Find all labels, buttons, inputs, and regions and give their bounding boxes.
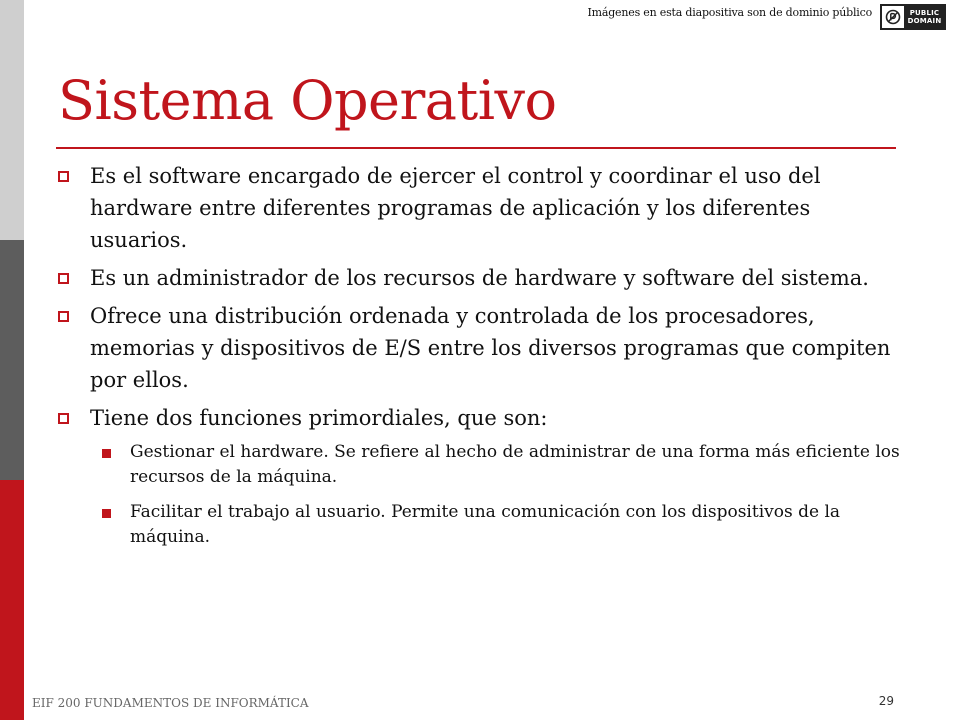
solid-square-bullet-icon bbox=[102, 449, 111, 458]
title-underline bbox=[56, 147, 896, 149]
bullet-text: Es un administrador de los recursos de hardware y software del sistema. bbox=[90, 266, 869, 290]
image-credit: Imágenes en esta diapositiva son de dominio público bbox=[587, 6, 872, 19]
sub-bullet-item bbox=[50, 440, 900, 490]
badge-line-1: PUBLIC bbox=[909, 9, 940, 17]
bullet-text: Es el software encargado de ejercer el control y coordinar el uso del hardware entre diferentes programas de aplicación y los diferentes usuarios. bbox=[90, 164, 821, 252]
bullet-item bbox=[50, 300, 900, 396]
hollow-square-bullet-icon bbox=[58, 413, 69, 424]
page-number: 29 bbox=[878, 694, 894, 708]
slide-content bbox=[50, 160, 900, 560]
badge-line-2: DOMAIN bbox=[907, 17, 942, 25]
public-domain-badge bbox=[880, 4, 946, 30]
sidebar-segment-red bbox=[0, 480, 24, 720]
sidebar-stripe bbox=[0, 0, 24, 720]
bullet-item bbox=[50, 160, 900, 256]
footer-course-name: EIF 200 FUNDAMENTOS DE INFORMÁTICA bbox=[32, 696, 309, 710]
bullet-text: Tiene dos funciones primordiales, que son: bbox=[90, 406, 548, 430]
solid-square-bullet-icon bbox=[102, 509, 111, 518]
sub-bullet-text: Gestionar el hardware. Se refiere al hecho de administrar de una forma más eficiente los recursos de la máquina. bbox=[130, 442, 900, 487]
sidebar-segment-dark bbox=[0, 240, 24, 480]
public-domain-label bbox=[905, 6, 944, 28]
sidebar-segment-light bbox=[0, 0, 24, 240]
bullet-item bbox=[50, 402, 900, 434]
bullet-text: Ofrece una distribución ordenada y controlada de los procesadores, memorias y dispositivos de E/S entre los diversos programas que compiten por ellos. bbox=[90, 304, 891, 392]
hollow-square-bullet-icon bbox=[58, 311, 69, 322]
public-domain-icon bbox=[882, 6, 905, 28]
bullet-item bbox=[50, 262, 900, 294]
sub-bullet-item bbox=[50, 500, 900, 550]
sub-bullet-text: Facilitar el trabajo al usuario. Permite una comunicación con los dispositivos de la máquina. bbox=[130, 502, 841, 547]
hollow-square-bullet-icon bbox=[58, 171, 69, 182]
hollow-square-bullet-icon bbox=[58, 273, 69, 284]
slide-title: Sistema Operativo bbox=[58, 69, 557, 132]
